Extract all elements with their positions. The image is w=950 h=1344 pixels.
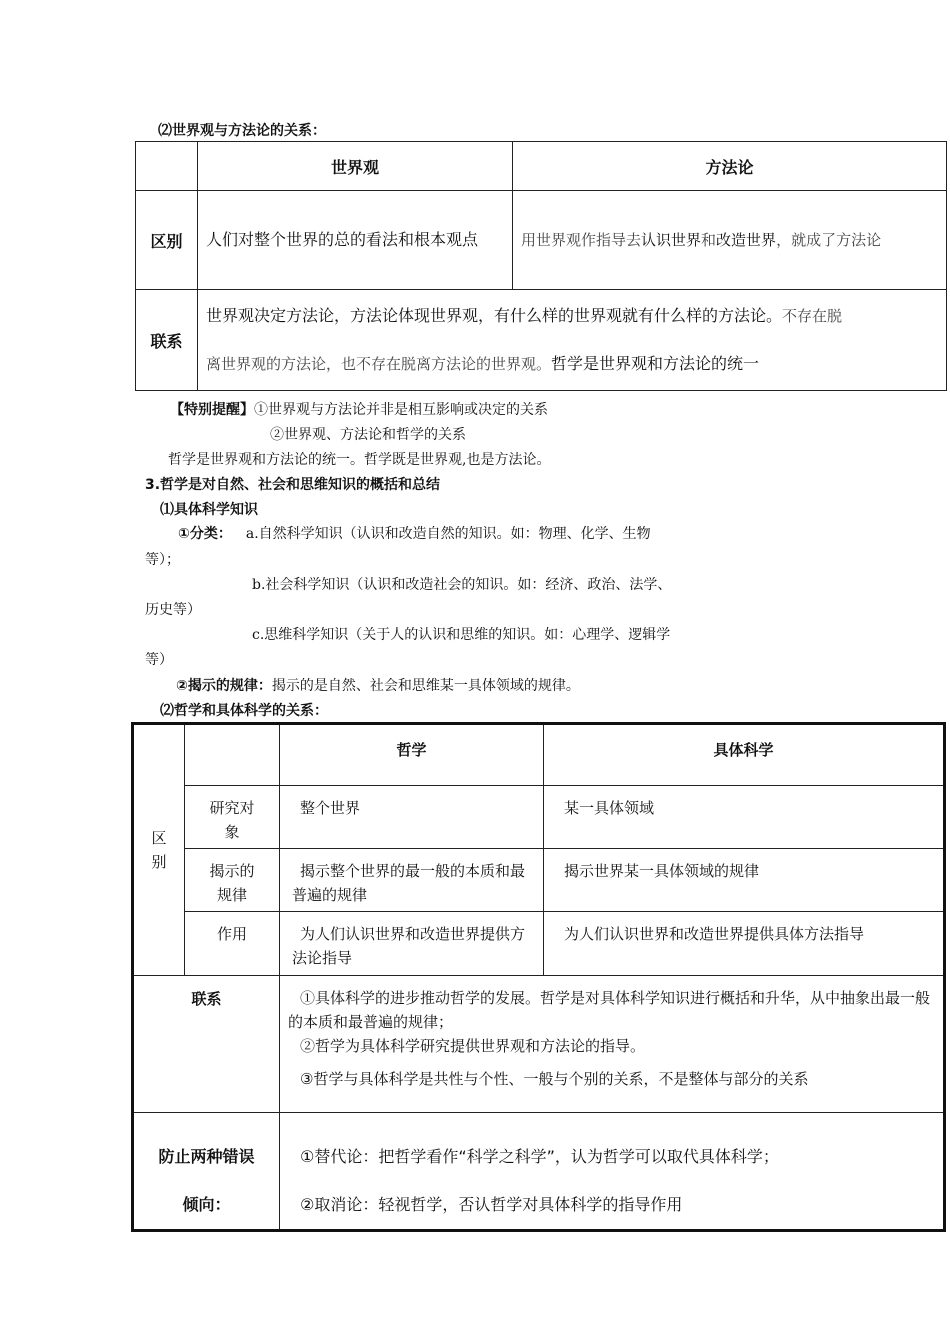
table2-header-science: 具体科学: [544, 724, 945, 786]
table2-row-label: 研究对象: [185, 786, 280, 849]
section3-title: 3.哲学是对自然、社会和思维知识的概括和总结: [145, 477, 441, 493]
table2-row-science: 为人们认识世界和改造世界提供具体方法指导: [544, 912, 945, 976]
table2-connection-text: ①具体科学的进步推动哲学的发展。哲学是对具体科学知识进行概括和升华，从中抽象出最一般的本质和最普遍的规律； ②哲学为具体科学研究提供世界观和方法论的指导。 ③哲学与具体科学是共性与个性、一般与个别的关系，不是整体与部分的关系: [280, 976, 945, 1113]
classify-line-c: c.思维科学知识（关于人的认识和思维的知识。如：心理学、逻辑学: [252, 627, 671, 643]
classify-line-c2: 等）: [145, 652, 173, 668]
table1-corner-cell: [136, 142, 198, 191]
section-title-worldview-method: ⑵世界观与方法论的关系：: [158, 123, 326, 139]
law-line: ②揭示的规律：揭示的是自然、社会和思维某一具体领域的规律。: [176, 678, 580, 694]
table2-label-difference: 区 别: [133, 724, 185, 976]
reminder-line-2: ②世界观、方法论和哲学的关系: [270, 427, 466, 443]
philosophy-science-table: [131, 722, 946, 1232]
table1-header-worldview: 世界观: [198, 142, 513, 191]
table1-label-difference: 区别: [136, 191, 198, 290]
table1-method-definition: 用世界观作指导去认识世界和改造世界，就成了方法论: [513, 191, 947, 290]
table2-row-science: 某一具体领域: [544, 786, 945, 849]
table2-label-prevent: 防止两种错误 倾向：: [133, 1113, 280, 1231]
worldview-method-table: [135, 141, 947, 391]
table2-header-philosophy: 哲学: [280, 724, 544, 786]
table2-prevent-text: ①替代论：把哲学看作“科学之科学”，认为哲学可以取代具体科学； ②取消论：轻视哲学，否认哲学对具体科学的指导作用: [280, 1113, 945, 1231]
reminder-line-1: 【特别提醒】①世界观与方法论并非是相互影响或决定的关系: [170, 402, 548, 418]
section3-sub1: ⑴具体科学知识: [160, 502, 258, 518]
section3-sub2: ⑵哲学和具体科学的关系：: [160, 703, 328, 719]
classify-line-b: b.社会科学知识（认识和改造社会的知识。如：经济、政治、法学、: [252, 577, 672, 593]
table1-header-method: 方法论: [513, 142, 947, 191]
table1-label-connection: 联系: [136, 290, 198, 391]
table2-row-science: 揭示世界某一具体领域的规律: [544, 849, 945, 912]
table2-corner-cell: [185, 724, 280, 786]
table2-row-philosophy: 整个世界: [280, 786, 544, 849]
classify-line-a: ①分类： a.自然科学知识（认识和改造自然的知识。如：物理、化学、生物: [178, 526, 651, 542]
table2-row-label: 作用: [185, 912, 280, 976]
classify-line-b2: 历史等）: [145, 602, 201, 618]
table2-label-connection: 联系: [133, 976, 280, 1113]
table2-row-label: 揭示的规律: [185, 849, 280, 912]
table2-row-philosophy: 为人们认识世界和改造世界提供方法论指导: [280, 912, 544, 976]
table1-worldview-definition: 人们对整个世界的总的看法和根本观点: [198, 191, 513, 290]
table2-row-philosophy: 揭示整个世界的最一般的本质和最普遍的规律: [280, 849, 544, 912]
reminder-line-3: 哲学是世界观和方法论的统一。哲学既是世界观,也是方法论。: [168, 452, 551, 468]
classify-line-a2: 等）；: [145, 552, 180, 568]
table1-connection-text: 世界观决定方法论，方法论体现世界观，有什么样的世界观就有什么样的方法论。不存在脱 离世界观的方法论，也不存在脱离方法论的世界观。哲学是世界观和方法论的统一: [198, 290, 947, 391]
